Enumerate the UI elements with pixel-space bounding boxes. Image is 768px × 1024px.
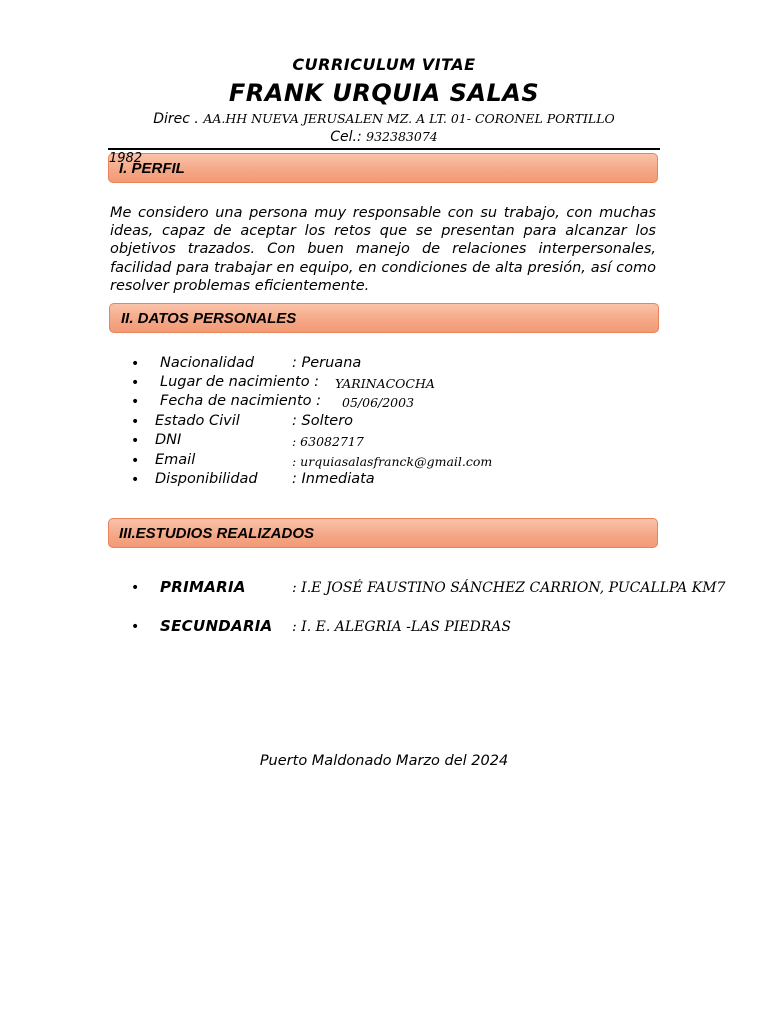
label-email: Email <box>155 452 196 468</box>
list-bullet: • <box>131 414 140 430</box>
value-disponibilidad: : Inmediata <box>292 471 375 487</box>
value-email: : urquiasalasfranck@gmail.com <box>292 454 493 469</box>
list-bullet: • <box>131 453 140 469</box>
label-fecha-nacimiento: Fecha de nacimiento : <box>160 393 322 409</box>
candidate-name: FRANK URQUIA SALAS <box>228 79 540 107</box>
list-bullet: • <box>131 619 140 635</box>
list-bullet: • <box>131 375 140 391</box>
profile-paragraph: Me considero una persona muy responsable con su trabajo, con muchas ideas, capaz de aceptar los retos que se presentan para alcanzar los objetivos trazados. Con buen manejo de relaciones interpersonales, facilidad para trabajar en equipo, en condiciones de alta presión, así como resolver problemas eficientemente. <box>110 205 656 294</box>
value-primaria: : I.E JOSÉ FAUSTINO SÁNCHEZ CARRION, PUCALLPA KM7 <box>292 580 726 596</box>
value-fecha-nacimiento: 05/06/2003 <box>342 395 415 410</box>
label-disponibilidad: Disponibilidad <box>155 471 258 487</box>
list-bullet: • <box>131 356 140 372</box>
section-bar-perfil <box>108 153 658 183</box>
place-and-date: Puerto Maldonado Marzo del 2024 <box>259 753 509 769</box>
section-title-estudios: III.ESTUDIOS REALIZADOS <box>119 525 315 542</box>
value-dni: : 63082717 <box>292 434 364 449</box>
section-title-datos: II. DATOS PERSONALES <box>121 310 297 327</box>
label-dni: DNI <box>155 432 182 448</box>
address-label: Direc . <box>153 111 199 127</box>
phone-label: Cel.: <box>330 129 362 145</box>
value-secundaria: : I. E. ALEGRIA -LAS PIEDRAS <box>292 619 511 635</box>
label-primaria: PRIMARIA <box>160 578 246 596</box>
value-nacionalidad: : Peruana <box>292 355 362 371</box>
address-line <box>0 111 768 127</box>
overlap-year-text: 1982 <box>109 151 143 166</box>
list-bullet: • <box>131 394 140 410</box>
document-title: CURRICULUM VITAE <box>292 55 476 74</box>
value-estado-civil: : Soltero <box>292 413 354 429</box>
label-nacionalidad: Nacionalidad <box>160 355 255 371</box>
label-secundaria: SECUNDARIA <box>160 617 273 635</box>
header-divider <box>108 148 660 150</box>
list-bullet: • <box>131 580 140 596</box>
label-estado-civil: Estado Civil <box>155 413 240 429</box>
list-bullet: • <box>131 472 140 488</box>
phone-line <box>0 129 768 145</box>
label-lugar-nacimiento: Lugar de nacimiento : <box>160 374 320 390</box>
value-lugar-nacimiento: YARINACOCHA <box>335 376 435 391</box>
phone-value: 932383074 <box>366 129 438 144</box>
section-title-perfil: I. PERFIL <box>119 160 185 177</box>
list-bullet: • <box>131 433 140 449</box>
address-value: AA.HH NUEVA JERUSALEN MZ. A LT. 01- CORONEL PORTILLO <box>203 111 615 126</box>
